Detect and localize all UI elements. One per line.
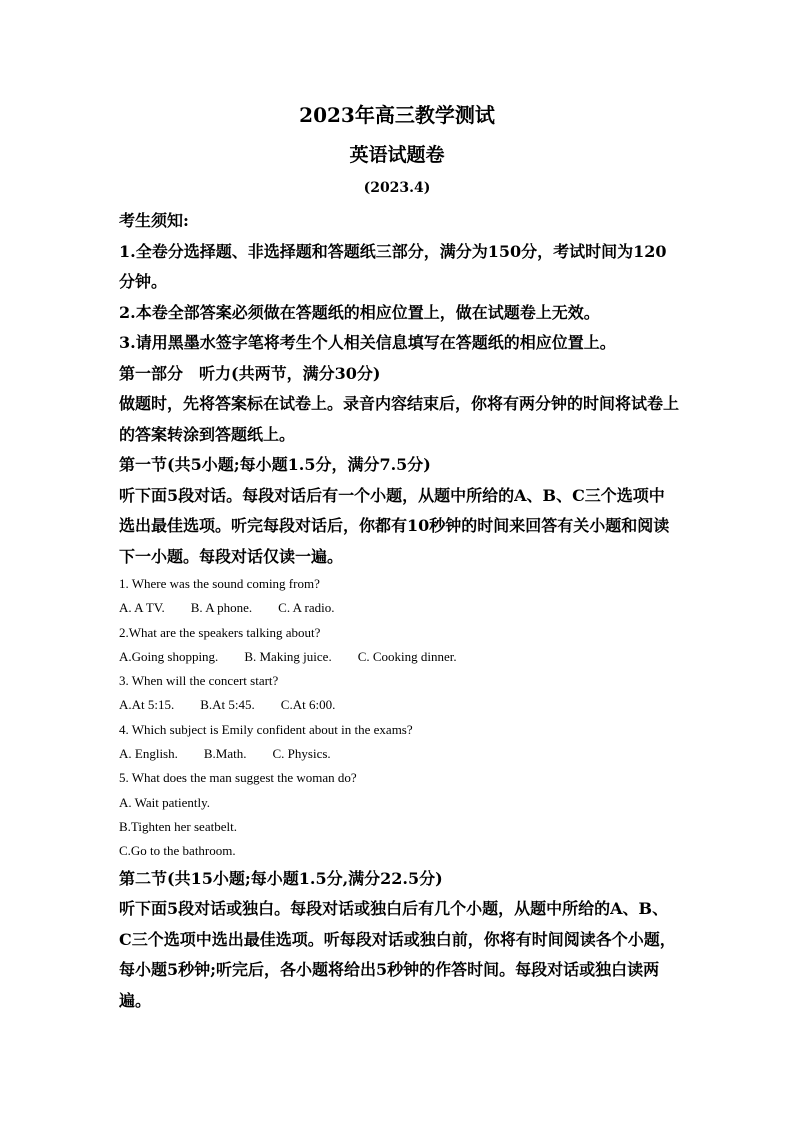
option-a: A. A TV. [119, 600, 165, 616]
option-a: A.At 5:15. [119, 697, 175, 713]
part1-heading: 第一部分 听力(共两节，满分30分) [119, 363, 381, 383]
question-2-stem: 2.What are the speakers talking about? [119, 624, 321, 640]
part1-instruction: 做题时，先将答案标在试卷上。录音内容结束后，你将有两分钟的时间将试卷上的答案转涂到答题纸上。 [119, 394, 680, 444]
option-c: C. A radio. [278, 600, 335, 616]
option-a: A.Going shopping. [119, 648, 219, 664]
question-1-options [119, 596, 679, 620]
question-1-stem: 1. Where was the sound coming from? [119, 576, 320, 591]
section2-instruction: 听下面5段对话或独白。每段对话或独白后有几个小题，从题中所给的A、B、C三个选项中选出最佳选项。听每段对话或独白前，你将有时间阅读各个小题，每小题5秒钟;听完后，各小题将给出5秒钟的作答时间。每段对话或独白读两遍。 [119, 899, 676, 1010]
question-3-stem: 3. When will the concert start? [119, 673, 279, 689]
question-5-option-a: A. Wait patiently. [119, 794, 211, 810]
section2-heading: 第二节(共15小题;每小题1.5分,满分22.5分) [119, 868, 443, 888]
option-c: C.At 6:00. [280, 697, 336, 713]
notice-item-2: 2.本卷全部答案必须做在答题纸的相应位置上，做在试题卷上无效。 [119, 302, 600, 322]
question-4-options [119, 742, 679, 766]
question-5-option-b: B.Tighten her seatbelt. [119, 818, 237, 834]
exam-body [119, 206, 679, 1016]
exam-date: (2023.4) [363, 180, 431, 196]
option-c: C. Physics. [272, 746, 331, 762]
question-5-option-c: C.Go to the bathroom. [119, 843, 236, 859]
option-c: C. Cooking dinner. [357, 648, 457, 664]
section1-instruction: 听下面5段对话。每段对话后有一个小题，从题中所给的A、B、C三个选项中选出最佳选项。听完每段对话后，你都有10秒钟的时间来回答有关小题和阅读下一小题。每段对话仅读一遍。 [119, 485, 670, 566]
section1-heading: 第一节(共5小题;每小题1.5分，满分7.5分) [119, 455, 431, 474]
option-b: B.At 5:45. [200, 697, 255, 713]
question-4-stem: 4. Which subject is Emily confident about in the exams? [119, 721, 413, 737]
option-b: B.Math. [203, 746, 247, 762]
question-3-options [119, 693, 679, 717]
page-subtitle: 英语试题卷 [349, 144, 445, 166]
option-a: A. English. [119, 746, 178, 762]
option-b: B. Making juice. [244, 648, 332, 664]
notice-heading: 考生须知: [119, 211, 189, 230]
notice-item-3: 3.请用黑墨水签字笔将考生个人相关信息填写在答题纸的相应位置上。 [119, 333, 616, 352]
question-5-stem: 5. What does the man suggest the woman do? [119, 770, 357, 786]
option-b: B. A phone. [190, 600, 253, 616]
notice-item-1: 1.全卷分选择题、非选择题和答题纸三部分，满分为150分，考试时间为120分钟。 [119, 241, 667, 291]
question-2-options [119, 645, 679, 669]
page-title: 2023年高三教学测试 [299, 103, 495, 127]
